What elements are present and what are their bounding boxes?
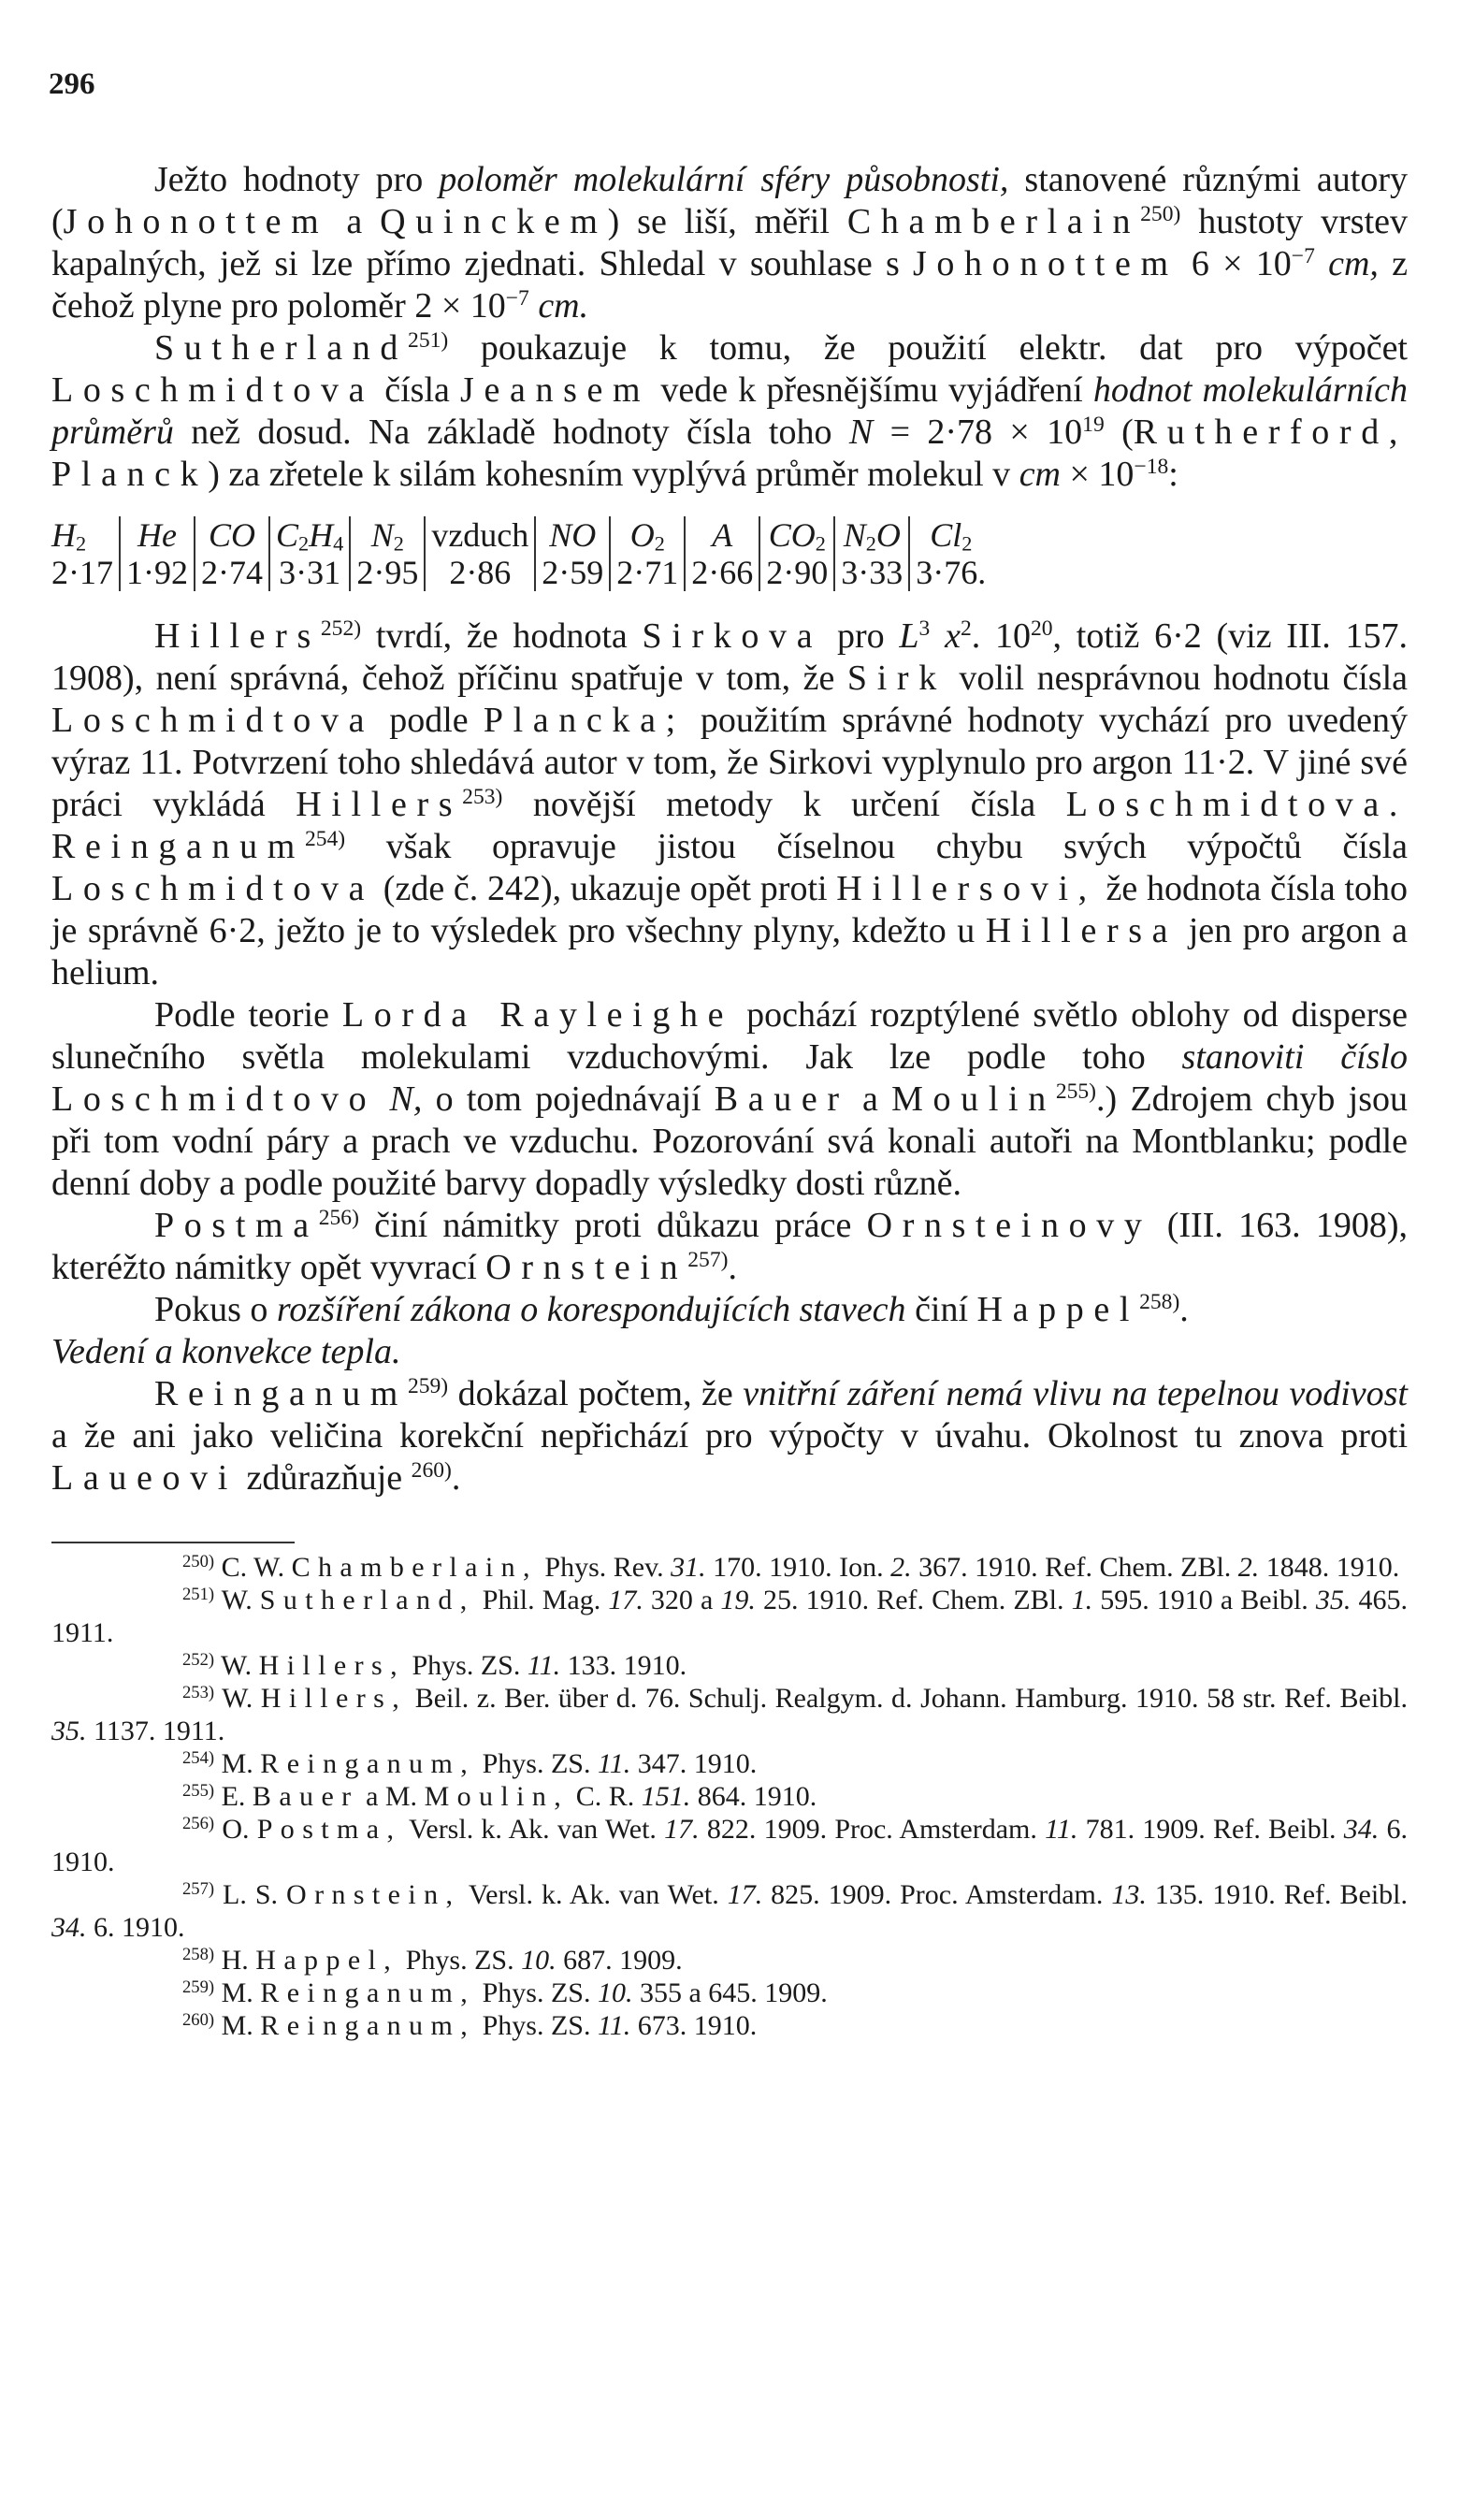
text: Ježto hodnoty pro xyxy=(154,160,440,199)
author-name: Loschmidtova. xyxy=(1065,785,1408,824)
exponent: 3 xyxy=(918,616,931,642)
section-heading: Vedení a konvekce tepla. xyxy=(51,1332,401,1371)
footnote-ref: 252) xyxy=(320,616,362,642)
footnote-255: $^{255)}$ E. Bauer a M. Moulin, C. R. 151. 864. 1910. xyxy=(182,1780,817,1812)
header-cell: $C_2H_4$ xyxy=(269,516,350,554)
footnote-250: $^{250)}$ C. W. Chamberlain, Phys. Rev. 31. 170. 1910. Ion. 2. 367. 1910. Ref. Chem. ZBl. 2. 1848. 1910. xyxy=(182,1551,1400,1583)
text: .) Zdrojem chyb jsou při tom vodní páry a prach ve vzduchu. Pozorování svá konali autoři na Montblanku; podle denní doby a podle použité barvy dopadly výsledky dosti různě. xyxy=(51,1079,1409,1203)
text: ) za zřetele k silám kohesním vyplývá průměr molekul v xyxy=(208,455,1019,494)
header-cell: NO xyxy=(535,516,610,554)
header-cell: A xyxy=(685,516,759,554)
text: dokázal počtem, že xyxy=(448,1374,744,1413)
value-cell: 2·86 xyxy=(425,554,535,591)
text: , totiž 6·2 (viz III. 157. 1908), není správná, čehož příčinu spatřuje v tom, že xyxy=(51,616,1409,698)
footnote-ref: 256) xyxy=(318,1206,359,1231)
value-cell: 3·33 xyxy=(834,554,909,591)
paragraph-molecular-sphere xyxy=(51,159,1408,327)
symbol: L xyxy=(899,616,919,656)
paragraph-hillers xyxy=(51,616,1408,994)
text: že hodnota čísla toho je správně 6·2, ježto je to výsledek pro všechny plyny, kdežto u xyxy=(51,869,1408,950)
emphasis: stanoviti číslo xyxy=(1181,1037,1408,1077)
text: podle xyxy=(374,701,484,740)
footnotes xyxy=(51,1551,1408,2042)
paragraph-rayleigh xyxy=(51,994,1408,1205)
author-name: Laueovi xyxy=(51,1458,238,1498)
text: ( xyxy=(1104,413,1134,452)
header-cell: He xyxy=(120,516,195,554)
header-cell: vzduch xyxy=(425,516,535,554)
author-name: Quinckem xyxy=(380,202,608,241)
text: činí námitky proti důkazu práce xyxy=(358,1206,867,1245)
footnote-254: $^{254)}$ M. Reinganum, Phys. ZS. 11. 347. 1910. xyxy=(182,1747,758,1779)
author-name: Happel xyxy=(976,1290,1140,1329)
exponent: −7 xyxy=(505,286,529,311)
text: novější metody k určení čísla xyxy=(502,785,1066,824)
author-name: Plancka; xyxy=(483,701,686,740)
value-cell: 2·59 xyxy=(535,554,610,591)
text: činí xyxy=(905,1290,977,1329)
emphasis: vnitřní záření nemá vlivu na tepelnou vodivost xyxy=(743,1374,1408,1413)
symbol: N xyxy=(848,413,874,452)
author-name: Reinganum xyxy=(154,1374,408,1413)
text: 6 × 10 xyxy=(1178,244,1292,283)
author-name: Loschmidtova xyxy=(51,869,375,908)
text: . xyxy=(1179,1290,1189,1329)
text: stanovené různými autory ( xyxy=(51,160,1408,241)
footnote-257: $^{257)}$ L. S. Ornstein, Versl. k. Ak. van Wet. 17. 825. 1909. Proc. Amsterdam. 13. 135. 1910. Ref. Beibl. 34. 6. 1910. xyxy=(51,1878,1408,1943)
author-name: Moulin xyxy=(891,1079,1056,1119)
text: Pokus o xyxy=(154,1290,277,1329)
author-name: Ornsteinovy xyxy=(866,1206,1152,1245)
text: poukazuje k tomu, že použití elektr. dat pro výpočet xyxy=(448,328,1408,368)
header-cell: $N_2O$ xyxy=(834,516,909,554)
exponent: 20 xyxy=(1030,616,1053,642)
author-name: Postma xyxy=(154,1206,319,1245)
author-name: Sutherland xyxy=(154,328,409,368)
text xyxy=(376,1079,389,1119)
value-cell: 2·71 xyxy=(610,554,685,591)
footnote-ref: 254) xyxy=(304,827,346,852)
text: . xyxy=(728,1248,737,1287)
footnote-259: $^{259)}$ M. Reinganum, Phys. ZS. 10. 355 a 645. 1909. xyxy=(182,1977,828,2008)
text: tvrdí, že hodnota xyxy=(361,616,643,656)
header-cell: $H_2$ xyxy=(51,516,120,554)
unit: cm. xyxy=(528,286,589,326)
author-name: Loschmidtova xyxy=(51,370,375,410)
author-name: Ornstein xyxy=(485,1248,688,1287)
text: použitím správné hodnoty vychází pro uvedený výraz 11. Potvrzení toho shledává autor v tom, že Sirkovi vyplynulo pro argon 11·2. V jiné své práci vykládá xyxy=(51,701,1408,824)
exponent: −7 xyxy=(1291,244,1315,269)
text: = 2·78 × 10 xyxy=(873,413,1083,452)
author-name: Hillers xyxy=(296,785,463,824)
text: (III. 163. 1908), kteréžto námitky opět vyvrací xyxy=(51,1206,1408,1287)
text: a xyxy=(328,202,381,241)
footnote-253: $^{253)}$ W. Hillers, Beil. z. Ber. über d. 76. Schulj. Realgym. d. Johann. Hamburg. 1910. 58 str. Ref. Beibl. 35. 1137. 1911. xyxy=(51,1682,1408,1746)
exponent: −18 xyxy=(1134,455,1169,480)
author-name: Sirkova xyxy=(642,616,823,656)
text: × 10 xyxy=(1061,455,1135,494)
author-name: Loschmidtova xyxy=(51,701,375,740)
text: pro xyxy=(822,616,900,656)
text: vede k přesnějšímu vyjádření xyxy=(650,370,1093,410)
value-cell: 2·95 xyxy=(350,554,425,591)
symbol: N, xyxy=(389,1079,423,1119)
header-cell: CO xyxy=(195,516,269,554)
emphasis: hodnot molekulárních průměrů xyxy=(51,370,1409,452)
text: zdůrazňuje xyxy=(237,1458,412,1498)
value-cell: 2·90 xyxy=(759,554,834,591)
text: : xyxy=(1168,455,1178,494)
text: než dosud. Na základě hodnoty čísla toho xyxy=(173,413,849,452)
paragraph-happel xyxy=(51,1289,1408,1331)
table-value-row xyxy=(51,554,991,591)
author-name: Rutherford, Planck xyxy=(51,413,1409,494)
author-name: Sirk xyxy=(846,659,947,698)
emphasis: poloměr molekulární sféry působnosti, xyxy=(439,160,1009,199)
author-name: Jeansem xyxy=(460,370,651,410)
symbol: x xyxy=(930,616,961,656)
value-cell: 3·31 xyxy=(269,554,350,591)
header-cell: $N_2$ xyxy=(350,516,425,554)
footnote-ref: 258) xyxy=(1139,1290,1180,1315)
author-name: Johonottem xyxy=(912,244,1178,283)
text: jen pro argon a helium. xyxy=(51,911,1409,992)
text: a xyxy=(848,1079,892,1119)
text: ) se liší, měřil xyxy=(607,202,847,241)
footnote-251: $^{251)}$ W. Sutherland, Phil. Mag. 17. 320 a 19. 25. 1910. Ref. Chem. ZBl. 1. 595. 1910 a Beibl. 35. 465. 1911. xyxy=(51,1584,1408,1648)
exponent: 2 xyxy=(960,616,972,642)
value-cell: 2·17 xyxy=(51,554,120,591)
page-number: 296 xyxy=(49,67,95,101)
header-cell: $O_2$ xyxy=(610,516,685,554)
text: čísla xyxy=(374,370,461,410)
footnote-ref: 251) xyxy=(408,328,449,354)
paragraph-postma xyxy=(51,1205,1408,1289)
text: z čehož plyne pro poloměr 2 × 10 xyxy=(51,244,1408,326)
molecular-diameter-table xyxy=(51,516,991,591)
exponent: 19 xyxy=(1082,413,1105,438)
footnote-ref: 255) xyxy=(1055,1079,1097,1105)
text: . 10 xyxy=(971,616,1031,656)
footnote-ref: 259) xyxy=(407,1374,449,1399)
text: volil nesprávnou hodnotu čísla xyxy=(946,659,1408,698)
header-cell: $Cl_2$ xyxy=(930,516,973,556)
footnote-ref: 257) xyxy=(687,1248,729,1273)
footnote-ref: 260) xyxy=(411,1458,452,1484)
author-name: Chamberlain xyxy=(846,202,1141,241)
author-name: Hillers xyxy=(154,616,321,656)
value-cell: 1·92 xyxy=(120,554,195,591)
text: o tom pojednávají xyxy=(422,1079,715,1119)
footnote-260: $^{260)}$ M. Reinganum, Phys. ZS. 11. 673. 1910. xyxy=(182,2009,758,2041)
header-cell: $CO_2$ xyxy=(759,516,834,554)
author-name: Johonottem xyxy=(63,202,329,241)
footnote-ref: 250) xyxy=(1140,202,1181,227)
value-cell: 3·76. xyxy=(916,554,987,591)
unit: cm, xyxy=(1314,244,1379,283)
text: pochází rozptýlené světlo oblohy od disperse slunečního světla molekulami vzduchovými. Jak lze podle toho xyxy=(51,995,1408,1077)
footnote-divider xyxy=(51,1542,295,1543)
unit: cm xyxy=(1019,455,1061,494)
author-name: Hillersovi, xyxy=(836,869,1097,908)
author-name: Lorda Rayleighe xyxy=(341,995,734,1035)
author-name: Loschmidtovo xyxy=(51,1079,377,1119)
text: však opravuje jistou číselnou chybu svých výpočtů čísla xyxy=(345,827,1408,866)
footnote-252: $^{252)}$ W. Hillers, Phys. ZS. 11. 133. 1910. xyxy=(182,1649,687,1681)
table-header-row xyxy=(51,516,991,554)
author-name: Hillersa xyxy=(985,911,1178,950)
text: (zde č. 242), ukazuje opět proti xyxy=(374,869,837,908)
paragraph-reinganum xyxy=(51,1373,1408,1499)
text: hustoty vrstev kapalných, jež si lze přímo zjednati. Shledal v souhlase s xyxy=(51,202,1408,283)
footnote-258: $^{258)}$ H. Happel, Phys. ZS. 10. 687. 1909. xyxy=(182,1944,683,1976)
footnote-ref: 253) xyxy=(462,785,503,810)
author-name: Bauer xyxy=(714,1079,849,1119)
footnote-256: $^{256)}$ O. Postma, Versl. k. Ak. van Wet. 17. 822. 1909. Proc. Amsterdam. 11. 781. 1909. Ref. Beibl. 34. 6. 1910. xyxy=(51,1813,1409,1877)
value-cell: 2·66 xyxy=(685,554,759,591)
article-body xyxy=(51,159,1408,2042)
author-name: Reinganum xyxy=(51,827,305,866)
text: Podle teorie xyxy=(154,995,342,1035)
paragraph-sutherland xyxy=(51,327,1408,496)
value-cell: 2·74 xyxy=(195,554,269,591)
text: a že ani jako veličina korekční nepřichází pro výpočty v úvahu. Okolnost tu znova proti xyxy=(51,1416,1408,1456)
text: . xyxy=(451,1458,461,1498)
emphasis: rozšíření zákona o korespondujících stavech xyxy=(276,1290,906,1329)
